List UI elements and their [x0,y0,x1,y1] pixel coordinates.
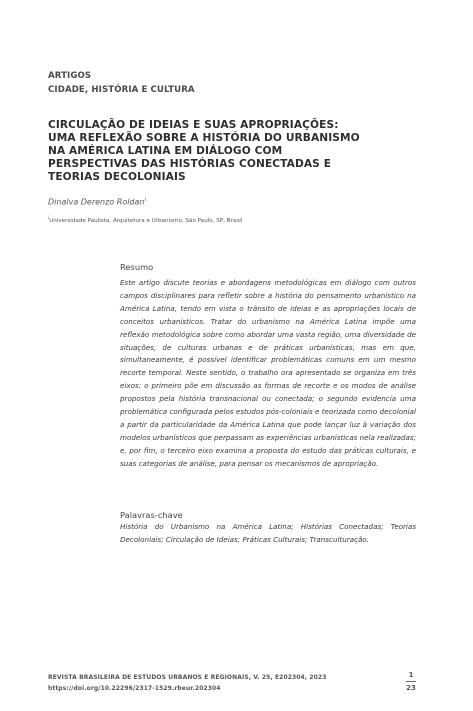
footer-citation [48,672,326,694]
keywords-text: História do Urbanismo na América Latina; Histórias Conectadas; Teorias Decoloniais; Circulação de Ideias; Práticas Culturais; Transculturação. [120,522,416,544]
abstract-text: Este artigo discute teorias e abordagens metodológicas em diálogo com outros campos disciplinares para refletir sobre a história do pensamento urbanístico na América Latina, tendo em vista o trânsito de ideias e as apropriações locais de conceitos urbanísticos. Tratar do urbanismo na América Latina impõe uma reflexão metodológica sobre como abordar uma vasta região, uma diversidade de situações, de culturas urbanas e de práticas urbanísticas, mas em que, simultaneamente, é possível identificar problemáticas comuns em um mesmo recorte temporal. Neste sentido, o trabalho ora apresentado se organiza em três eixos: o primeiro põe em discussão as formas de recorte e os modos de análise propostos pela história transnacional ou conectada; o segundo evidencia uma problemática configurada pelos estudos pós-coloniais e teorizada como decolonial a partir da particularidade da América Latina que pode lançar luz à variação dos modelos urbanísticos que perpassam as experiências urbanísticas nela realizadas; e, por fim, o terceiro eixo examina a proposta do estudo das práticas culturais, e suas categorias de análise, para pensar os mecanismos de apropriação. [120,278,416,468]
affiliation-text: Universidade Paulista, Arquitetura e Urbanismo, São Paulo, SP, Brasil [49,217,243,224]
section-label [48,70,195,97]
section-name: ARTIGOS [48,71,92,81]
keywords-heading: Palavras-chave [120,510,183,520]
title-line: PERSPECTIVAS DAS HISTÓRIAS CONECTADAS E [48,158,332,170]
article-title [48,119,378,184]
total-pages: 23 [406,684,416,692]
affiliation-line [48,215,242,224]
author-footnote-marker: i [144,197,146,203]
journal-citation: REVISTA BRASILEIRA DE ESTUDOS URBANOS E REGIONAIS, V. 25, E202304, 2023 [48,674,327,681]
author-line [48,197,146,207]
page-number [406,670,416,693]
abstract-heading: Resumo [120,262,154,272]
affiliation-marker: i [48,215,50,220]
title-line: TEORIAS DECOLONIAIS [48,171,186,183]
doi-link[interactable]: https://doi.org/10.22296/2317-1529.rbeur.202304 [48,685,221,692]
page-divider [406,681,416,682]
author-name: Dinalva Derenzo Roldan [48,197,145,207]
title-line: UMA REFLEXÃO SOBRE A HISTÓRIA DO URBANISMO [48,132,360,144]
title-line: NA AMÉRICA LATINA EM DIÁLOGO COM [48,145,283,157]
title-line: CIRCULAÇÃO DE IDEIAS E SUAS APROPRIAÇÕES: [48,119,339,131]
current-page: 1 [408,671,414,679]
subsection-name: CIDADE, HISTÓRIA E CULTURA [48,84,195,95]
